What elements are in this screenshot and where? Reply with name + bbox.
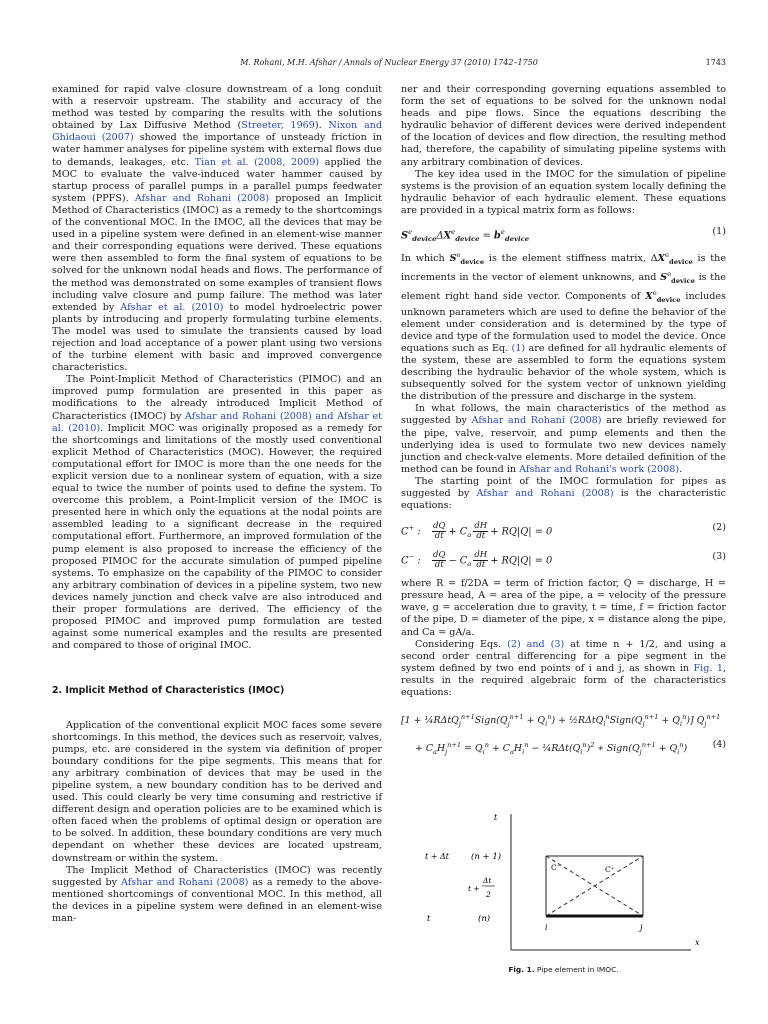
citation-link[interactable]: Afshar and Rohani (2008) (476, 488, 614, 499)
paragraph (401, 639, 726, 699)
citation-link[interactable]: Afshar and Rohani (2008) (134, 192, 270, 204)
paragraph (52, 865, 382, 925)
label-half-numerator: Δt (483, 876, 492, 885)
citation-link[interactable]: Afshar et al. (2010) (120, 301, 224, 313)
section-heading: 2. Implicit Method of Characteristics (IMOC) (52, 685, 285, 697)
caption-label: Fig. 1. (508, 965, 535, 974)
text: includes unknown parameters which are used to define the behavior of the element under consideration and is determined by the type of device and type of the formulation used to model the device. Once equations such as Eq. (401, 291, 726, 354)
left-column (52, 84, 382, 925)
text: are briefly reviewed for the pipe, valve, reservoir, and pump elements and then the underlying idea is used to formulate two new devices namely junction and check-valve elements. More detailed definition of the method can be found in (401, 415, 726, 475)
citation-link[interactable]: Streeter, 1969 (241, 120, 315, 132)
equation-number: (2) (712, 522, 726, 534)
text: at time n + 1/2, and using a second order central differencing for a pipe segment in the system defined by two end points of i and j, as shown in (401, 638, 726, 674)
paragraph: In which $S^e_{device}$ is the element stiffness matrix, $\Delta X^e_{device}$ is the increments in the vector of element unknowns, and $S^e_{device}$ is the element right hand side vector. Components of $X^e_{device}$ includes unknown parameters which are used to define the behavior of the element under consideration and is determined by the type of device and type of the formulation used to model the device. Once equations such as Eq. (1) are defined for all hydraulic elements of the system, these are assembled to form the equations system describing the hydraulic behavior of the whole system, which is subsequently solved for the system vector of unknown yielding the distribution of the pressure and discharge in the system. (401, 251, 726, 403)
equation-number: (1) (712, 226, 726, 238)
paragraph (52, 374, 382, 652)
running-title: M. Rohani, M.H. Afshar / Annals of Nuclear Energy 37 (2010) 1742–1750 (240, 58, 538, 67)
label-half-prefix: t + (468, 884, 480, 893)
citation-link[interactable]: Tian et al. (2008, 2009) (194, 156, 320, 168)
paragraph: ner and their corresponding governing equations assembled to form the set of equations to be solved for the unknown nodal heads and pipe flows. Since the equations describing the hydraulic behavior of different devices were derived independent of the location of devices and flow direction, the resulting method had, therefore, the capability of simulating pipeline systems with any arbitrary combination of devices. (401, 84, 726, 168)
equation-3 (401, 549, 726, 571)
text: showed the importance of unsteady friction in water hammer analyses for pipeline system with external flows due to demands, leakages, etc. (52, 132, 382, 168)
equation-3-body: C− : $\frac{dQ}{dt}$ − $C_a$ $\frac{dH}{dt}$ + RQ|Q| = 0 (401, 550, 553, 571)
text: The Implicit Method of Characteristics (IMOC) was recently suggested by (52, 864, 382, 888)
equation-4 (401, 707, 726, 763)
right-column (401, 84, 726, 773)
text: as a remedy to the above-mentioned shortcomings of conventional MOC. In this method, all the devices in a pipeline system were defined in an element-wise man- (52, 876, 382, 924)
text: , results in the required algebraic form of the characteristics equations: (401, 662, 726, 699)
text: is the increments in the vector of element unknowns, and (401, 253, 726, 284)
text: In which (401, 253, 450, 265)
text: The Point-Implicit Method of Characteristics (PIMOC) and an improved pump formulation are presented in this paper as modifications to the already introduced Implicit Method of Characteristics (IMOC) by (52, 374, 382, 422)
figure-pipe-element (401, 808, 726, 982)
running-header (52, 58, 726, 72)
citation-link[interactable]: Afshar and Rohani (2008) (471, 415, 602, 427)
x-axis-label: x (695, 938, 700, 947)
label-node-i: i (545, 923, 548, 932)
caption-text: Pipe element in IMOC. (536, 965, 619, 974)
equation-number: (3) (712, 551, 726, 563)
figure-ref-link[interactable]: Fig. 1 (693, 662, 723, 674)
equation-number: (4) (712, 739, 726, 751)
text: to model hydroelectric power plants by introducing and properly formulating turbine elements. The model was used to simulate the transients caused by load rejection and load acceptance of a power plant using two versions of the turbine element with basic and improved convergence characteristics. (52, 301, 383, 374)
label-t-plus-dt: t + Δt (425, 852, 449, 861)
text: is the characteristic equations: (401, 488, 726, 512)
text: The starting point of the IMOC formulation for pipes as suggested by (401, 475, 726, 499)
equation-2 (401, 520, 726, 542)
text: proposed an Implicit Method of Characteristics (IMOC) as a remedy to the shortcomings of the conventional MOC. In the IMOC, all the devices that may be used in a pipeline system were defined in an element-wise manner and their corresponding equations were derived. These equations were then assembled to form the final system of equations to be solved for the unknown nodal heads and flows. The performance of the method was demonstrated on some examples of transient flows including valve closure and pump failure. The method was later extended by (52, 192, 383, 313)
paragraph (401, 403, 726, 476)
text: applied the MOC to evaluate the valve-induced water hammer caused by startup process of parallel pumps in a parallel pumps feedwater system (PPFS). (52, 156, 382, 204)
figure-caption (401, 965, 726, 974)
page-number: 1743 (705, 58, 726, 67)
text: examined for rapid valve closure downstream of a long conduit with a reservoir upstream. The stability and accuracy of the method was tested by comparing the results with the solutions obtained by Lax Diffusive Method ( (52, 84, 382, 132)
text: is the element right hand side vector. Components of (401, 272, 726, 303)
citation-link[interactable]: Afshar and Rohani (2008) and Afshar et al. (2010) (52, 410, 382, 434)
text: is the element stiffness matrix, (484, 253, 651, 265)
text: . Implicit MOC was originally proposed as a remedy for the shortcomings and limitations of the mostly used conventional explicit Method of Characteristics (MOC). However, the required computational effort for IMOC is more than the one needs for the explicit version due to a nonlinear system of equation, with a size equal to twice the number of points used to define the system. To overcome this problem, a Point-Implicit version of the IMOC is presented here in which only the equations at the nodal points are assembled leading to a significant decrease in the required computational effort. Furthermore, an improved formulation of the pump element is also proposed to increase the efficiency of the proposed PIMOC for the accurate simulation of pumped pipeline systems. To emphasize on the capability of the PIMOC to consider any arbitrary combination of devices in a pipeline system, two new devices namely junction and check valve are also introduced and their proper formulations are derived. The efficiency of the proposed PIMOC and improved pump formulation are tested against some numerical examples and the results are presented and compared to those of original IMOC. (52, 422, 382, 652)
equation-1-body: $S^e_{device}\Delta X^e_{device} = b^e_{device}$ (401, 228, 530, 244)
c-plus-label: C⁺ (605, 865, 615, 874)
citation-link[interactable]: Afshar and Rohani (2008) (120, 876, 249, 888)
paragraph: The key idea used in the IMOC for the simulation of pipeline systems is the provision of an equation system locally defining the hydraulic behavior of each hydraulic element. These equations are provided in a typical matrix form as follows: (401, 168, 726, 216)
paragraph (52, 84, 382, 374)
text: In what follows, the main characteristics of the method as suggested by (401, 403, 726, 427)
label-t: t (427, 914, 431, 923)
label-half-denominator: 2 (486, 890, 491, 899)
citation-link[interactable]: Afshar and Rohani's work (2008) (519, 463, 680, 475)
equation-1 (401, 224, 726, 242)
equation-ref-link[interactable]: (1) (511, 342, 526, 354)
text: Considering Eqs. (415, 638, 508, 650)
text: are defined for all hydraulic elements of the system, these are assembled to form the equations system describing the hydraulic behavior of the whole system, which is subsequently solved for the system vector of unknown yielding the distribution of the pressure and discharge in the system. (401, 342, 726, 403)
paragraph (401, 476, 726, 512)
paragraph: Application of the conventional explicit MOC faces some severe shortcomings. In this method, the devices such as reservoir, valves, pumps, etc. are considered in the system via definition of proper boundary conditions for the pipe segments. This means that for any arbitrary combination of devices that may be used in the pipeline system, a new boundary condition has to be derived and used. This could clearly be very time consuming and restrictive if different design and operation policies are to be examined which is often faced when the problems of optimal design or operation are to be solved. In addition, these boundary conditions are very much dependant on whether these devices are located upstream, downstream or within the system. (52, 719, 382, 864)
text: . (679, 463, 683, 475)
citation-link[interactable]: Nixon and Ghidaoui (2007) (52, 120, 382, 144)
equation-2-body: C+ : $\frac{dQ}{dt}$ + $C_a$ $\frac{dH}{dt}$ + RQ|Q| = 0 (401, 521, 553, 542)
equation-4-line-2: + $C_aH_j^{n+1} = Q_i^n + C_aH_i^n$ − $\frac{1}{4}R\Delta t(Q_i^n)^2$ ∗ $Sign(Q_j^{n+1} + Q_i^n)$ (415, 741, 688, 757)
label-node-j: j (640, 923, 643, 932)
text: ). (314, 120, 329, 132)
equation-ref-link[interactable]: (2) and (3) (507, 638, 565, 650)
label-n: (n) (478, 914, 491, 924)
label-n-plus-1: (n + 1) (471, 852, 502, 862)
paragraph: where R = f/2DA = term of friction factor, Q = discharge, H = pressure head, A = area of the pipe, a = velocity of the pressure wave, g = acceleration due to gravity, t = time, f = friction factor of the pipe, D = diameter of the pipe, x = distance along the pipe, and Ca = gA/a. (401, 578, 726, 638)
t-axis-label: t (494, 813, 498, 822)
c-minus-label: C⁻ (551, 863, 561, 872)
equation-4-line-1: [$1 + \frac{1}{4}R\Delta tQ_j^{n+1}Sign(Q_j^{n+1} + Q_i^n)$ + $\frac{1}{2}R\Delta tQ_i^nSign(Q_j^{n+1} + Q_i^n)$] $Q_j^{n+1}$ (401, 713, 721, 729)
